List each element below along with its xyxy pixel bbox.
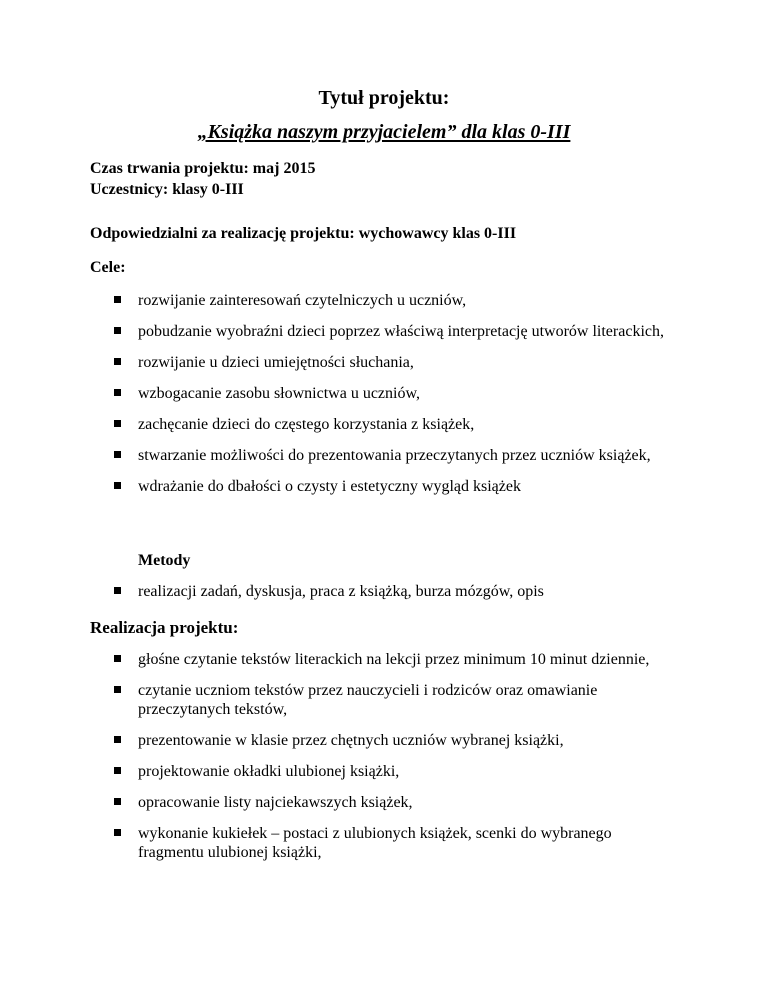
bullet-square-icon xyxy=(114,655,121,662)
list-item xyxy=(113,353,673,372)
goal-text: rozwijanie zainteresowań czytelniczych u uczniów, xyxy=(138,292,467,309)
bullet-square-icon xyxy=(114,451,121,458)
list-item xyxy=(113,477,673,496)
bullet-square-icon xyxy=(114,767,121,774)
bullet-square-icon xyxy=(114,420,121,427)
goal-text: wdrażanie do dbałości o czysty i estetyczny wygląd książek xyxy=(138,478,521,495)
bullet-square-icon xyxy=(114,358,121,365)
list-item xyxy=(113,322,673,341)
realization-heading: Realizacja projektu: xyxy=(90,618,239,637)
realization-text: wykonanie kukiełek – postaci z ulubionych książek, scenki do wybranego fragmentu ulubionej książki, xyxy=(138,825,612,861)
bullet-square-icon xyxy=(114,587,121,594)
realization-text: opracowanie listy najciekawszych książek, xyxy=(138,794,413,811)
goal-text: wzbogacanie zasobu słownictwa u uczniów, xyxy=(138,385,420,402)
list-item xyxy=(113,446,673,465)
bullet-square-icon xyxy=(114,829,121,836)
list-item xyxy=(113,762,673,781)
project-participants: Uczestnicy: klasy 0-III xyxy=(90,181,244,198)
bullet-square-icon xyxy=(114,482,121,489)
method-text: realizacji zadań, dyskusja, praca z książką, burza mózgów, opis xyxy=(138,583,544,600)
bullet-square-icon xyxy=(114,798,121,805)
list-item xyxy=(113,681,673,719)
list-item xyxy=(113,291,673,310)
goals-heading: Cele: xyxy=(90,259,126,276)
list-item xyxy=(113,582,673,601)
goal-text: rozwijanie u dzieci umiejętności słuchania, xyxy=(138,354,414,371)
project-responsible: Odpowiedzialni za realizację projektu: wychowawcy klas 0-III xyxy=(90,225,517,242)
project-subtitle: „Książka naszym przyjacielem” dla klas 0-III xyxy=(197,121,571,143)
goals-list xyxy=(113,291,673,496)
bullet-square-icon xyxy=(114,296,121,303)
methods-heading: Metody xyxy=(138,552,191,569)
bullet-square-icon xyxy=(114,327,121,334)
bullet-square-icon xyxy=(114,686,121,693)
document-title: Tytuł projektu: xyxy=(318,87,450,109)
realization-text: głośne czytanie tekstów literackich na lekcji przez minimum 10 minut dziennie, xyxy=(138,651,650,668)
realization-text: projektowanie okładki ulubionej książki, xyxy=(138,763,400,780)
bullet-square-icon xyxy=(114,389,121,396)
list-item xyxy=(113,415,673,434)
realization-list xyxy=(113,650,673,862)
goal-text: zachęcanie dzieci do częstego korzystania z książek, xyxy=(138,416,475,433)
project-duration: Czas trwania projektu: maj 2015 xyxy=(90,160,316,177)
list-item xyxy=(113,650,673,669)
list-item xyxy=(113,731,673,750)
methods-list xyxy=(113,582,673,601)
goal-text: pobudzanie wyobraźni dzieci poprzez właściwą interpretację utworów literackich, xyxy=(138,323,664,340)
list-item xyxy=(113,793,673,812)
list-item xyxy=(113,384,673,403)
realization-text: czytanie uczniom tekstów przez nauczycieli i rodziców oraz omawianie przeczytanych tekstów, xyxy=(138,682,598,718)
realization-text: prezentowanie w klasie przez chętnych uczniów wybranej książki, xyxy=(138,732,564,749)
goal-text: stwarzanie możliwości do prezentowania przeczytanych przez uczniów książek, xyxy=(138,447,651,464)
bullet-square-icon xyxy=(114,736,121,743)
list-item xyxy=(113,824,673,862)
